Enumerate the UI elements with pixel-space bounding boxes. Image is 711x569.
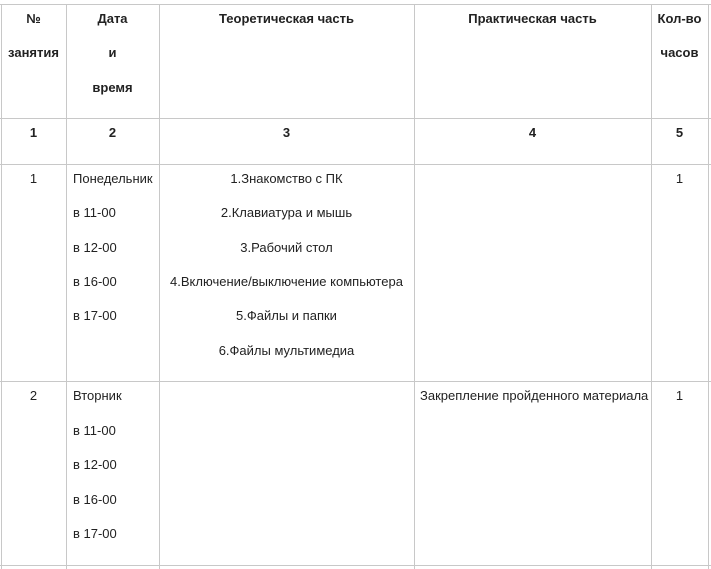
header-cell-datetime [66, 4, 159, 118]
theory-topic: 1.Знакомство с ПК [230, 171, 343, 186]
column-number: 3 [282, 125, 291, 140]
row2-theory-cell [159, 381, 414, 565]
numbering-cell [651, 118, 708, 164]
time-slot: в 17-00 [73, 526, 117, 541]
row1-num-cell [1, 164, 66, 381]
day-label: Вторник [73, 388, 122, 403]
day-label: Понедельник [73, 171, 153, 186]
row2-datetime-cell [73, 381, 159, 565]
header-hours-line: Кол-во [657, 11, 702, 26]
row1-theory-cell [159, 164, 414, 381]
table-border-right [708, 4, 709, 569]
time-slot: в 16-00 [73, 274, 117, 289]
theory-topic: 3.Рабочий стол [240, 240, 333, 255]
hours-value: 1 [675, 388, 684, 403]
practice-text: Закрепление пройденного материала [420, 388, 649, 403]
time-slot: в 11-00 [73, 205, 116, 220]
theory-topic: 5.Файлы и папки [236, 308, 337, 323]
numbering-cell [159, 118, 414, 164]
header-cell-theory [159, 4, 414, 118]
header-cell-practice [414, 4, 651, 118]
lesson-number: 1 [29, 171, 38, 186]
header-datetime-line: и [108, 45, 117, 60]
row-divider [0, 565, 711, 566]
lesson-number: 2 [29, 388, 38, 403]
header-num-line: № [26, 11, 41, 26]
header-num-line: занятия [8, 45, 59, 60]
header-practice-label: Практическая часть [468, 11, 597, 26]
column-number: 2 [108, 125, 117, 140]
row1-hours-cell [651, 164, 708, 381]
theory-topic: 4.Включение/выключение компьютера [170, 274, 403, 289]
header-theory-label: Теоретическая часть [219, 11, 354, 26]
numbering-cell [1, 118, 66, 164]
time-slot: в 12-00 [73, 457, 117, 472]
theory-topic: 6.Файлы мультимедиа [218, 343, 355, 358]
header-hours-line: часов [660, 45, 699, 60]
time-slot: в 12-00 [73, 240, 117, 255]
column-number: 1 [29, 125, 38, 140]
header-cell-num [1, 4, 66, 118]
row2-hours-cell [651, 381, 708, 565]
numbering-cell [414, 118, 651, 164]
row1-practice-cell [414, 164, 651, 381]
row2-num-cell [1, 381, 66, 565]
hours-value: 1 [675, 171, 684, 186]
header-cell-hours [651, 4, 708, 118]
row2-practice-cell [420, 381, 651, 565]
numbering-cell [66, 118, 159, 164]
time-slot: в 16-00 [73, 492, 117, 507]
header-datetime-line: время [92, 80, 133, 95]
theory-topic: 2.Клавиатура и мышь [220, 205, 353, 220]
header-datetime-line: Дата [97, 11, 128, 26]
time-slot: в 17-00 [73, 308, 117, 323]
column-number: 4 [528, 125, 537, 140]
column-number: 5 [675, 125, 684, 140]
time-slot: в 11-00 [73, 423, 116, 438]
row1-datetime-cell [73, 164, 159, 381]
